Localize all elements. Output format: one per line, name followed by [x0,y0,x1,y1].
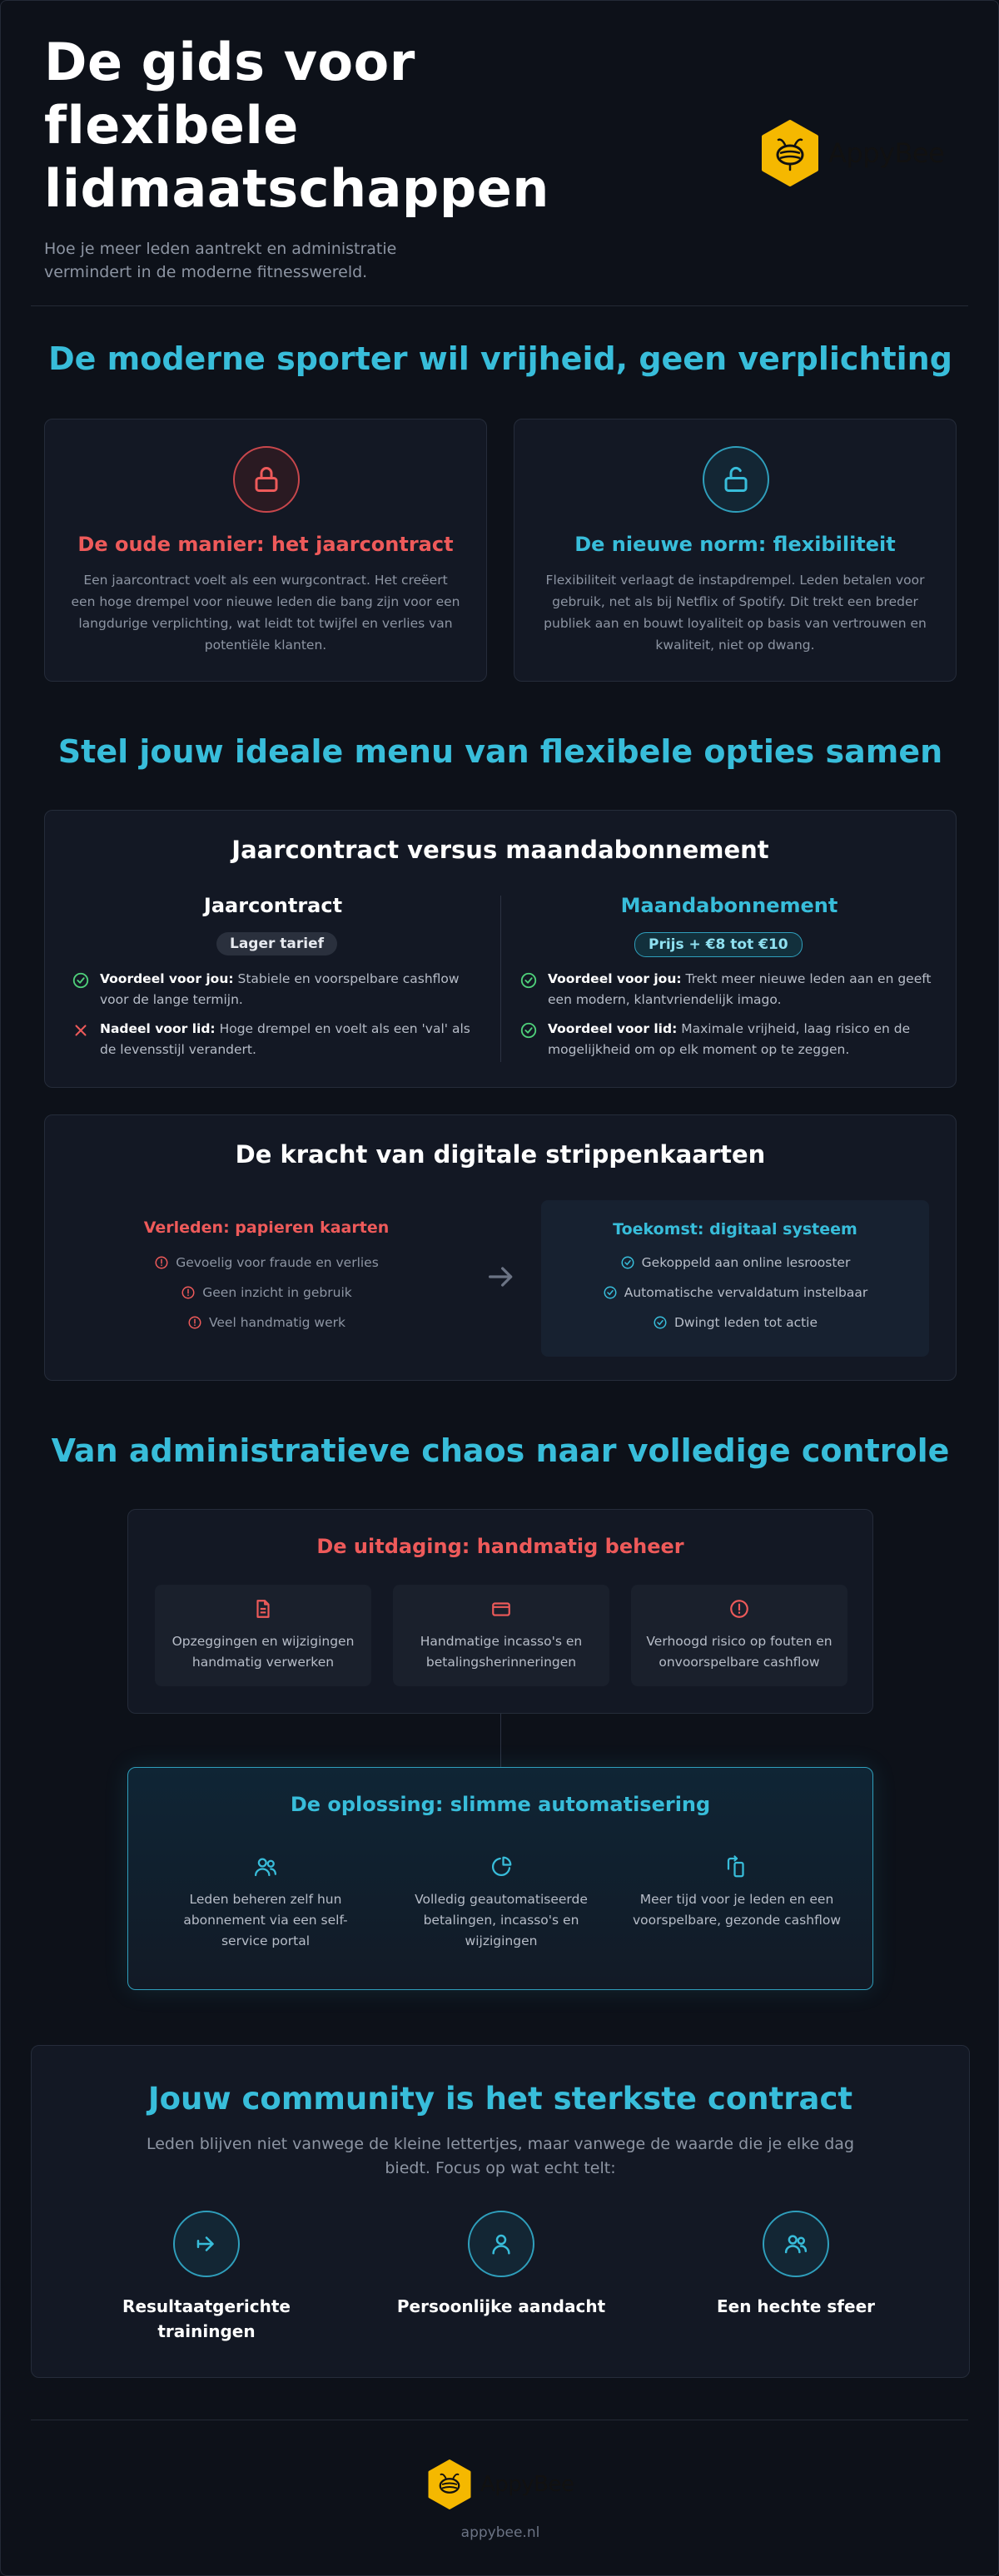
monthly-pro-1-text: Trekt meer nieuwe leden aan en geeft een modern, klantvriendelijk imago. [548,971,932,1007]
past-item-text: Gevoelig voor fraude en verlies [176,1255,379,1270]
community-item [98,2211,315,2344]
credit-card-icon [490,1598,512,1620]
monthly-pro-2 [519,1019,936,1060]
solution-item-text: Volledig geautomatiseerde betalingen, incasso's en wijzigingen [415,1892,588,1948]
solution-item [397,1854,605,1952]
pie-chart-icon [489,1854,514,1879]
check-icon [519,971,538,990]
challenge-item-text: Handmatige incasso's en betalingsherinneringen [420,1634,583,1670]
yearly-pro [72,969,480,1010]
future-item [541,1315,929,1330]
monthly-pro-2-label: Voordeel voor lid: [548,1021,678,1036]
divider [31,305,968,306]
alert-icon [187,1315,202,1330]
check-circle-icon [620,1255,635,1270]
yearly-title: Jaarcontract [203,894,343,917]
challenge-item [155,1585,371,1686]
challenge-item [631,1585,847,1686]
challenge-title: De uitdaging: handmatig beheer [316,1535,684,1558]
header [44,31,577,284]
strip-card [44,1114,957,1381]
yearly-pro-label: Voordeel voor jou: [100,971,234,986]
future-panel [541,1200,929,1357]
cross-icon [72,1021,90,1040]
menu-section-title: Stel jouw ideale menu van flexibele opties samen [57,733,943,770]
community-subtitle: Leden blijven niet vanwege de kleine lettertjes, maar vanwege de waarde die je elke dag biedt. Focus op wat echt telt: [146,2135,855,2177]
document-icon [252,1598,274,1620]
compare-card [44,810,957,1088]
past-panel [75,1199,458,1355]
check-icon [72,971,90,990]
footer-logo-wordmark: AppyBee [480,2472,574,2497]
past-item [75,1255,458,1270]
community-item [393,2211,609,2319]
future-item-text: Automatische vervaldatum instelbaar [624,1285,868,1300]
community-item-label: Een hechte sfeer [716,2296,875,2316]
alert-icon [728,1598,750,1620]
user-icon [468,2211,534,2277]
challenge-item-text: Verhoogd risico op fouten en onvoorspelbare cashflow [646,1634,832,1670]
alert-icon [181,1285,196,1300]
lock-icon [233,446,300,513]
users-icon [763,2211,829,2277]
admin-section-title: Van administratieve chaos naar volledige controle [51,1432,950,1469]
solution-title: De oplossing: slimme automatisering [290,1793,711,1816]
monthly-pro-1-label: Voordeel voor jou: [548,971,682,986]
monthly-badge: Prijs + €8 tot €10 [634,932,803,957]
yearly-badge: Lager tarief [216,932,337,955]
past-item-text: Veel handmatig werk [209,1315,345,1330]
footer-logo[interactable] [427,2459,574,2509]
new-norm-title: De nieuwe norm: flexibiliteit [574,533,896,556]
strip-title: De kracht van digitale strippenkaarten [235,1140,766,1169]
challenge-item [393,1585,609,1686]
arrow-right-icon [173,2211,240,2277]
challenge-card [127,1509,873,1714]
future-item [541,1255,929,1270]
freedom-section-title: De moderne sporter wil vrijheid, geen verplichting [48,340,952,377]
unlock-icon [703,446,769,513]
yearly-pro-text: Stabiele en voorspelbare cashflow voor de lange termijn. [100,971,460,1007]
past-item [75,1285,458,1300]
challenge-item-text: Opzeggingen en wijzigingen handmatig verwerken [171,1634,355,1670]
header-logo[interactable] [760,120,944,186]
check-circle-icon [603,1285,618,1300]
community-item [688,2211,904,2319]
arrow-right-icon [485,1260,518,1293]
new-norm-card [514,419,957,682]
future-title: Toekomst: digitaal systeem [613,1220,857,1238]
bee-logo-icon [427,2459,472,2509]
yearly-con-text: Hoge drempel en voelt als een 'val' als de levensstijl verandert. [100,1021,470,1057]
yearly-con [72,1019,480,1060]
compare-title: Jaarcontract versus maandabonnement [231,836,769,864]
monthly-pro-2-text: Maximale vrijheid, laag risico en de mogelijkheid om op elk moment op te zeggen. [548,1021,911,1057]
users-icon [253,1854,278,1879]
solution-item-text: Leden beheren zelf hun abonnement via een self-service portal [183,1892,348,1948]
check-circle-icon [653,1315,668,1330]
community-card [31,2045,970,2378]
old-way-title: De oude manier: het jaarcontract [77,533,454,556]
alert-icon [154,1255,169,1270]
bee-logo-icon [760,120,820,186]
rotate-phone-icon [724,1854,749,1879]
community-item-label: Resultaatgerichte trainingen [122,2296,291,2341]
monthly-title: Maandabonnement [620,894,838,917]
solution-item [633,1854,841,1931]
past-item-text: Geen inzicht in gebruik [202,1285,352,1300]
page-title: De gids voor flexibele lidmaatschappen [44,32,549,219]
old-way-card [44,419,487,682]
footer-url[interactable]: appybee.nl [460,2524,540,2541]
page-subtitle: Hoe je meer leden aantrekt en administratie vermindert in de moderne fitnesswereld. [44,240,397,281]
community-item-label: Persoonlijke aandacht [396,2296,606,2316]
logo-wordmark: AppyBee [828,137,945,169]
solution-item [162,1854,370,1952]
past-item [75,1315,458,1330]
future-item-text: Gekoppeld aan online lesrooster [641,1255,851,1270]
future-item-text: Dwingt leden tot actie [673,1315,818,1330]
solution-item-text: Meer tijd voor je leden en een voorspelbare, gezonde cashflow [633,1892,841,1928]
check-icon [519,1021,538,1040]
connector-line [500,1714,501,1767]
new-norm-body: Flexibiliteit verlaagt de instapdrempel. Leden betalen voor gebruik, net als bij Netflix of Spotify. Dit trekt een breder publiek aan en bouwt loyaliteit op basis van vertrouwen en kwaliteit, niet op dwang. [544,573,927,653]
monthly-pro-1 [519,969,936,1010]
community-title: Jouw community is het sterkste contract [147,2081,853,2117]
old-way-body: Een jaarcontract voelt als een wurgcontract. Het creëert een hoge drempel voor nieuwe leden die bang zijn voor een langdurige verplichting, wat leidt tot twijfel en verlies van potentiële klanten. [71,573,460,653]
compare-divider [500,896,501,1062]
solution-card [127,1767,873,1990]
past-title: Verleden: papieren kaarten [143,1219,390,1237]
yearly-con-label: Nadeel voor lid: [100,1021,216,1036]
future-item [541,1285,929,1300]
